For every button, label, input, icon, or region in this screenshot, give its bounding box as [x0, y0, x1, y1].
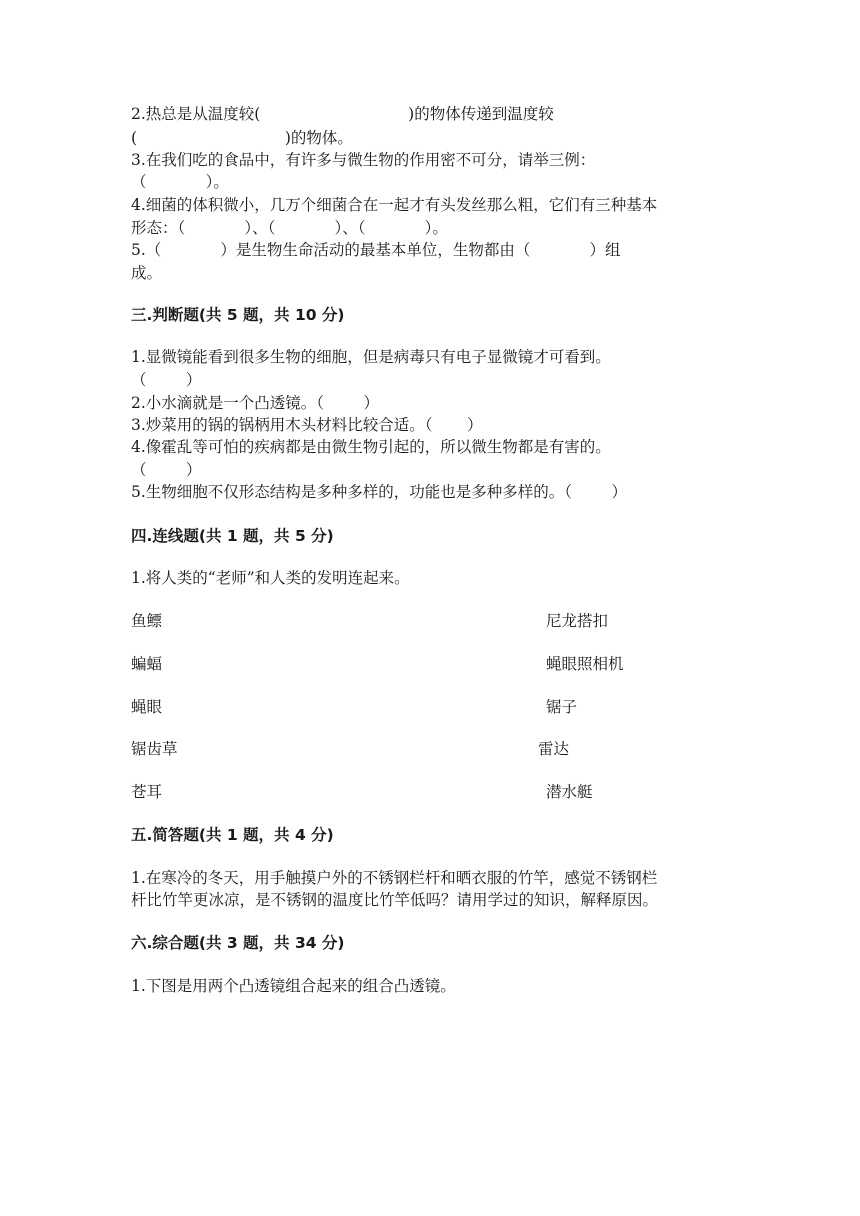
fill-q2-line1: 2.热总是从温度较( )的物体传递到温度较	[131, 105, 554, 123]
fill-q4-line1: 4.细菌的体积微小，几万个细菌合在一起才有头发丝那么粗，它们有三种基本	[131, 196, 658, 214]
matching-left-item[interactable]: 蝙蝠	[131, 655, 163, 673]
matching-right-item[interactable]: 尼龙搭扣	[546, 612, 609, 630]
matching-right-item[interactable]: 潜水艇	[546, 783, 593, 801]
fill-q3-line1: 3.在我们吃的食品中，有许多与微生物的作用密不可分，请举三例：	[131, 151, 596, 169]
matching-right-item[interactable]: 雷达	[538, 740, 570, 758]
fill-q2-line2: ( )的物体。	[131, 129, 353, 147]
section-heading-matching: 四.连线题(共 1 题，共 5 分)	[131, 527, 334, 545]
judge-q5: 5.生物细胞不仅形态结构是多种多样的，功能也是多种多样的。（ ）	[131, 483, 627, 501]
short-answer-q1-line1: 1.在寒冷的冬天，用手触摸户外的不锈钢栏杆和晒衣服的竹竿，感觉不锈钢栏	[131, 869, 658, 887]
section-heading-comprehensive: 六.综合题(共 3 题，共 34 分)	[131, 934, 345, 952]
judge-q4-line1: 4.像霍乱等可怕的疾病都是由微生物引起的，所以微生物都是有害的。	[131, 438, 611, 456]
fill-q4-line2: 形态：（ ）、（ ）、（ ）。	[131, 219, 448, 237]
matching-left-item[interactable]: 鱼鳔	[131, 612, 163, 630]
judge-q2: 2.小水滴就是一个凸透镜。（ ）	[131, 394, 379, 412]
short-answer-q1-line2: 杆比竹竿更冰凉，是不锈钢的温度比竹竿低吗？请用学过的知识，解释原因。	[131, 891, 659, 909]
section-heading-judge: 三.判断题(共 5 题，共 10 分)	[131, 306, 345, 324]
matching-right-item[interactable]: 锯子	[546, 698, 578, 716]
matching-left-item[interactable]: 锯齿草	[131, 740, 178, 758]
matching-left-item[interactable]: 蝇眼	[131, 698, 163, 716]
judge-q4-line2: （ ）	[131, 461, 202, 479]
fill-q5-line2: 成。	[131, 264, 163, 282]
matching-right-item[interactable]: 蝇眼照相机	[546, 655, 624, 673]
judge-q1-line1: 1.显微镜能看到很多生物的细胞，但是病毒只有电子显微镜才可看到。	[131, 348, 611, 366]
judge-q3: 3.炒菜用的锅的锅柄用木头材料比较合适。（ ）	[131, 416, 483, 434]
fill-q3-line2: （ ）。	[131, 173, 229, 191]
fill-q5-line1: 5.（ ）是生物生命活动的最基本单位，生物都由（ ）组	[131, 241, 621, 259]
judge-q1-line2: （ ）	[131, 371, 202, 389]
section-heading-short-answer: 五.简答题(共 1 题，共 4 分)	[131, 826, 334, 844]
comprehensive-q1: 1.下图是用两个凸透镜组合起来的组合凸透镜。	[131, 977, 456, 995]
matching-prompt: 1.将人类的“老师”和人类的发明连起来。	[131, 569, 410, 587]
matching-left-item[interactable]: 苍耳	[131, 783, 163, 801]
